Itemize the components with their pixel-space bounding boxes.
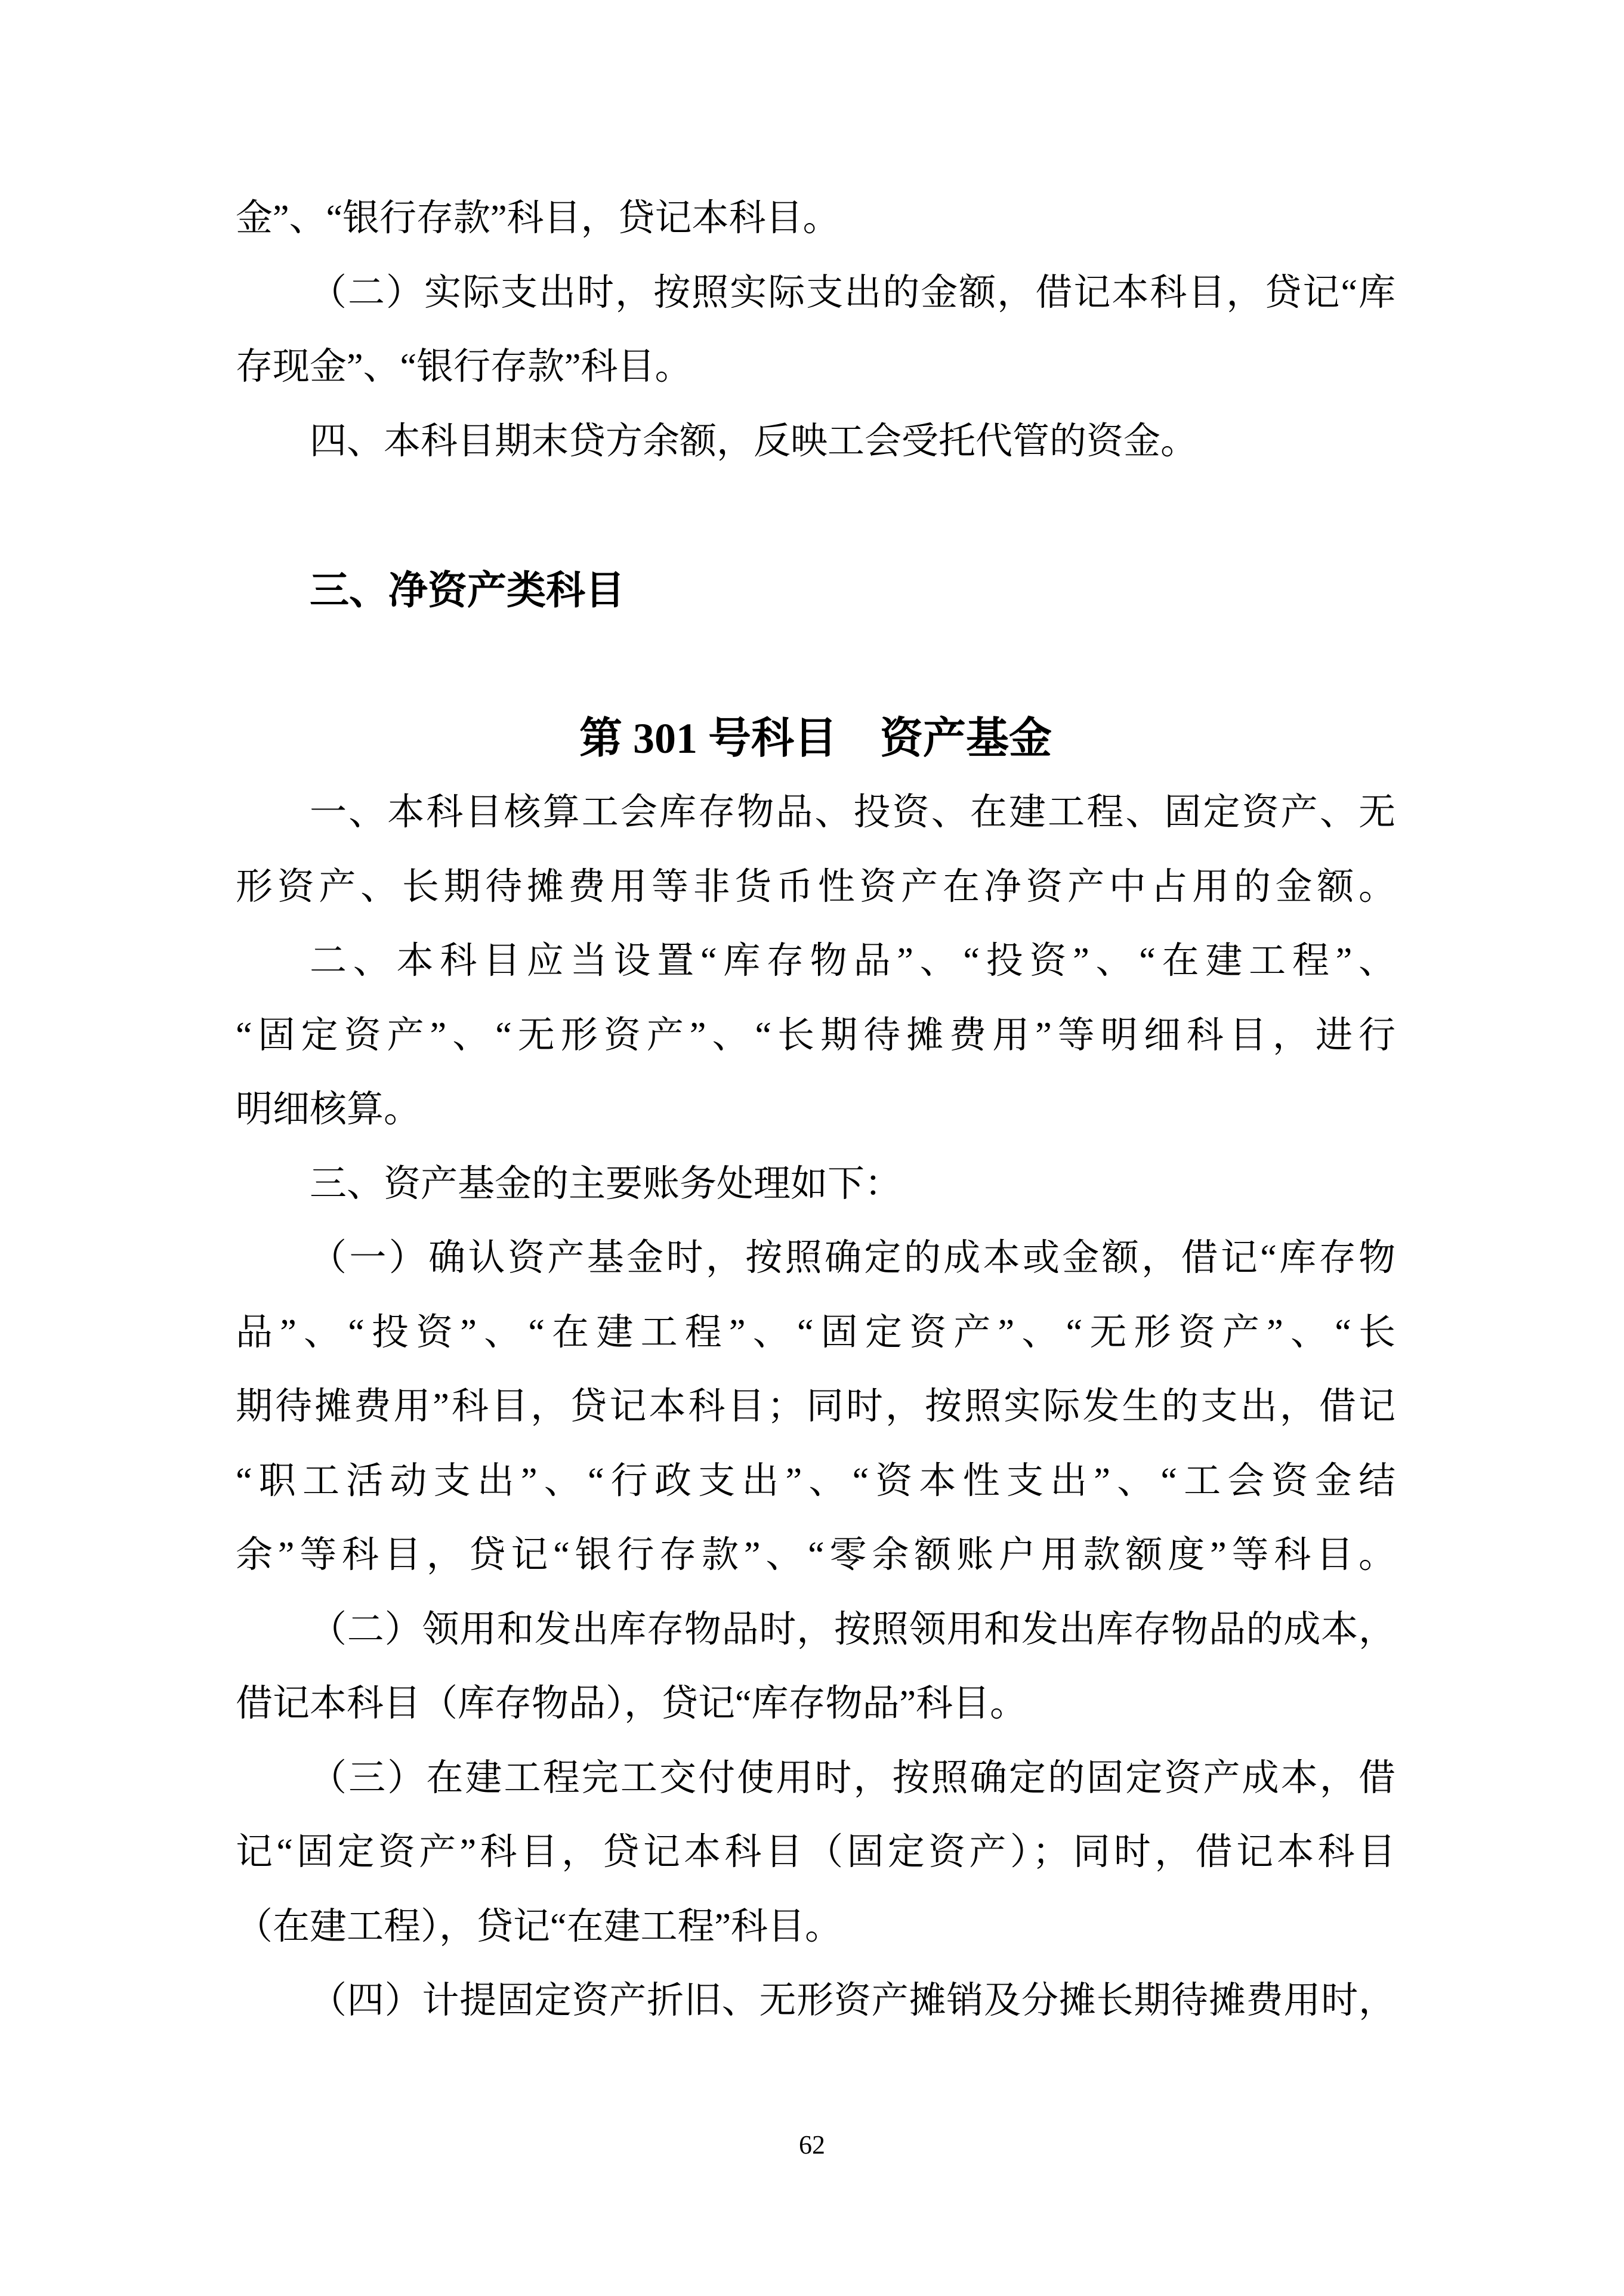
page-number: 62 (799, 2130, 825, 2159)
text-line: 形资产、长期待摊费用等非货币性资产在净资产中占用的金额。 (236, 866, 1395, 907)
text-line: 二、本科目应当设置“库存物品”、“投资”、“在建工程”、 (310, 941, 1395, 981)
text-line: “职工活动支出”、“行政支出”、“资本性支出”、“工会资金结 (236, 1460, 1395, 1501)
text-line: 期待摊费用”科目，贷记本科目；同时，按照实际发生的支出，借记 (236, 1386, 1395, 1427)
text-line: 记“固定资产”科目，贷记本科目（固定资产）；同时，借记本科目 (236, 1832, 1395, 1872)
spacer-line (236, 627, 1395, 702)
text-line: 借记本科目（库存物品），贷记“库存物品”科目。 (236, 1683, 1027, 1724)
text-line: 余”等科目，贷记“银行存款”、“零余额账户用款额度”等科目。 (236, 1535, 1395, 1575)
text-line: 金”、“银行存款”科目，贷记本科目。 (236, 198, 840, 239)
text-line: （二）领用和发出库存物品时，按照领用和发出库存物品的成本， (310, 1609, 1395, 1650)
text-line: 四、本科目期末贷方余额，反映工会受托代管的资金。 (310, 421, 1198, 462)
text-line: 存现金”、“银行存款”科目。 (236, 347, 692, 387)
text-line: 明细核算。 (236, 1089, 421, 1130)
section-heading: 三、净资产类科目 (310, 567, 625, 612)
text-line: （在建工程），贷记“在建工程”科目。 (236, 1906, 842, 1947)
text-line: 一、本科目核算工会库存物品、投资、在建工程、固定资产、无 (310, 792, 1395, 833)
text-line: （四）计提固定资产折旧、无形资产摊销及分摊长期待摊费用时， (310, 1980, 1395, 2021)
text-line: （二）实际支出时，按照实际支出的金额，借记本科目，贷记“库 (310, 272, 1395, 313)
text-line: 三、资产基金的主要账务处理如下： (310, 1163, 902, 1204)
text-line: 品”、“投资”、“在建工程”、“固定资产”、“无形资产”、“长 (236, 1312, 1395, 1353)
text-line: （一）确认资产基金时，按照确定的成本或金额，借记“库存物 (310, 1238, 1395, 1278)
spacer-line (236, 478, 1395, 553)
subject-heading: 第 301 号科目 资产基金 (579, 714, 1052, 762)
page-body (236, 181, 1395, 2038)
text-line: （三）在建工程完工交付使用时，按照确定的固定资产成本，借 (310, 1757, 1395, 1799)
text-line: “固定资产”、“无形资产”、“长期待摊费用”等明细科目，进行 (236, 1015, 1395, 1056)
